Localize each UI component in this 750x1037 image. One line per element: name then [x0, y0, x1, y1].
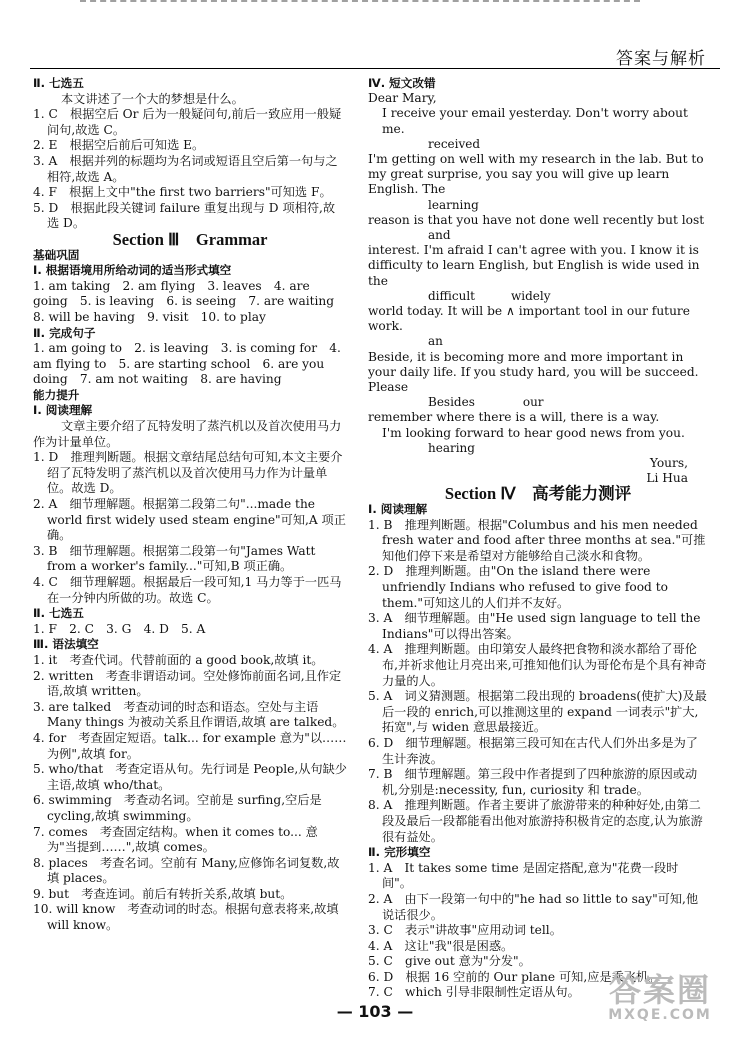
answer-line: 5. C give out 意为"分发"。	[368, 954, 531, 969]
answer-line: 7. comes 考查固定结构。when it comes to... 意为"当提到……",故填 comes。	[33, 824, 318, 855]
letter-text: Li Hua	[646, 471, 688, 486]
answer-line: 4. A 这让"我"很是困惑。	[368, 938, 514, 953]
subsection-heading: Ⅱ. 七选五	[33, 606, 84, 621]
watermark-line1: 答案圈	[608, 971, 711, 1009]
error-correction-letter	[368, 76, 708, 486]
letter-text: reason is that you have not done well recently but lost	[368, 212, 705, 227]
answer-line: 3. B 细节理解题。根据第二段第一句"James Watt from a worker's family..."可知,B 项正确。	[33, 543, 316, 574]
top-decor-bar	[80, 0, 640, 8]
answer-line: 1. C 根据空后 Or 后为一般疑问句,前后一致应用一般疑问句,故选 C。	[33, 107, 342, 137]
header-rule	[30, 68, 720, 69]
letter-text: I'm looking forward to hear good news from you.	[382, 425, 685, 440]
answer-line: 2. A 由下一段第一句中的"he had so little to say"可知,他说话很少。	[368, 891, 699, 922]
answer-line: 6. D 根据 16 空前的 Our plane 可知,应是乘飞机。	[368, 969, 661, 984]
watermark-line2: MXQE.COM	[608, 1007, 712, 1023]
correction-word: Besides our	[428, 395, 544, 410]
left-column	[33, 76, 347, 934]
correction-word: difficult widely	[428, 288, 551, 303]
correction-word: learning	[428, 197, 479, 212]
subsection-heading: Ⅰ. 阅读理解	[33, 403, 93, 418]
subsection-heading: Ⅰ. 阅读理解	[368, 502, 428, 517]
answer-line: 4. for 考查固定短语。talk... for example 意为"以……为例",故填 for。	[33, 730, 347, 761]
answer-line: 3. A 细节理解题。由"He used sign language to tell the Indians"可以得出答案。	[368, 611, 701, 641]
letter-line	[368, 456, 708, 471]
subsection-heading: 能力提升	[33, 387, 80, 402]
answer-line: 1. A It takes some time 是固定搭配,意为"花费一段时间"。	[368, 860, 679, 891]
letter-lines	[368, 91, 708, 486]
answer-line: 1. am taking 2. am flying 3. leaves 4. are going 5. is leaving 6. is seeing 7. are waiting 8. will be having 9. visit 10. to play	[33, 278, 347, 324]
subsection-heading: Ⅰ. 根据语境用所给动词的适当形式填空	[33, 263, 232, 278]
answer-line: 2. A 细节理解题。根据第二段第二句"...made the world first widely used steam engine"可知,A 项正确。	[33, 497, 346, 543]
answer-line: 4. C 细节理解题。根据最后一段可知,1 马力等于一匹马在一分钟内所做的功。故选 C。	[33, 575, 342, 605]
subsection-heading: Ⅱ. 七选五	[33, 76, 84, 90]
correction-word: and	[428, 228, 451, 243]
answer-line: 5. A 词义猜测题。根据第二段出现的 broadens(使扩大)及最后一段的 enrich,可以推测这里的 expand 一词表示"扩大,拓宽",与 widen 意思最接近。	[368, 689, 707, 735]
answer-line: 4. A 推理判断题。由印第安人最终把食物和淡水都给了哥伦布,并祈求他让月亮出来,可推知他们认为哥伦布是个具有神奇力量的人。	[368, 642, 707, 688]
subsection-heading: Ⅱ. 完形填空	[368, 845, 431, 860]
page-number: — 103 —	[336, 1002, 414, 1021]
answer-line: 9. but 考查连词。前后有转折关系,故填 but。	[33, 886, 293, 901]
letter-line	[368, 91, 708, 106]
answer-line: 7. C which 引导非限制性定语从句。	[368, 985, 580, 1000]
section-heading: Section Ⅳ 高考能力测评	[444, 484, 632, 504]
letter-line	[368, 152, 708, 198]
letter-line	[368, 410, 708, 425]
answer-line: 5. D 根据此段关键词 failure 重复出现与 D 项相符,故选 D。	[33, 200, 336, 231]
right-answers	[368, 486, 708, 1001]
letter-text: Yours,	[649, 456, 688, 471]
answer-line: 7. B 细节理解题。第三段中作者提到了四种旅游的原因或动机,分别是:necessity, fun, curiosity 和 trade。	[368, 767, 698, 797]
right-column	[368, 76, 708, 1001]
correction-word: received	[428, 136, 481, 151]
letter-line	[368, 106, 708, 136]
letter-line	[368, 213, 708, 228]
letter-line	[368, 304, 708, 334]
letter-text: I receive your email yesterday. Don't worry about me.	[382, 106, 688, 136]
answer-line: 8. places 考查名词。空前有 Many,应修饰名词复数,故填 places。	[33, 855, 340, 886]
letter-line	[368, 350, 708, 396]
letter-text: Dear Mary,	[368, 91, 437, 106]
answer-line: 8. A 推理判断题。作者主要讲了旅游带来的种种好处,由第二段及最后一段都能看出他对旅游持积极肯定的态度,认为旅游很有益处。	[368, 798, 703, 844]
answer-line: 1. D 推理判断题。根据文章结尾总结句可知,本文主要介绍了瓦特发明了蒸汽机以及首次使用马力作为计量单位。故选 D。	[33, 450, 343, 496]
letter-line	[368, 426, 708, 441]
answer-line: 1. F 2. C 3. G 4. D 5. A	[33, 621, 206, 636]
letter-text: interest. I'm afraid I can't agree with you. I know it is difficulty to learn English, but English is wide used in the	[368, 243, 700, 288]
subsection-heading: 基础巩固	[33, 247, 80, 262]
section-heading: Section Ⅲ Grammar	[112, 229, 268, 249]
subsection-heading: Ⅱ. 完成句子	[33, 325, 96, 340]
answer-line: 本文讲述了一个大的梦想是什么。	[61, 91, 244, 106]
letter-text: world today. It will be ∧ important tool in our future work.	[368, 304, 690, 334]
letter-text: I'm getting on well with my research in the lab. But to my great surprise, you say you will give up learn English. The	[368, 152, 704, 197]
subsection-heading: Ⅲ. 语法填空	[33, 637, 99, 652]
watermark-logo	[590, 973, 730, 1029]
letter-line	[368, 243, 708, 289]
answer-line: 4. F 根据上文中"the first two barriers"可知选 F。	[33, 185, 332, 200]
answer-line: 3. are talked 考查动词的时态和语态。空处与主语 Many things 为被动关系且作谓语,故填 are talked。	[33, 699, 345, 730]
answer-line: 1. B 推理判断题。根据"Columbus and his men needed fresh water and food after three months at sea."可推知他们停下来是希望对方能够给自己淡水和食物。	[368, 517, 706, 563]
answer-line: 2. written 考查非谓语动词。空处修饰前面名词,且作定语,故填 written。	[33, 668, 342, 699]
answer-line: 3. C 表示"讲故事"应用动词 tell。	[368, 923, 562, 938]
answer-line: 10. will know 考查动词的时态。根据句意表将来,故填 will know。	[33, 902, 339, 933]
answer-line: 6. swimming 考查动名词。空前是 surfing,空后是 cycling,故填 swimming。	[33, 793, 322, 823]
correction-word: hearing	[428, 440, 475, 455]
answer-line: 文章主要介绍了瓦特发明了蒸汽机以及首次使用马力作为计量单位。	[33, 419, 342, 449]
answer-line: 2. E 根据空后前后可知选 E。	[33, 138, 205, 153]
correction-word: an	[428, 334, 443, 349]
answer-line: 6. D 细节理解题。根据第三段可知在古代人们外出多是为了生计奔波。	[368, 735, 698, 766]
answer-line: 5. who/that 考查定语从句。先行词是 People,从句缺少主语,故填 who/that。	[33, 762, 347, 792]
letter-text: Beside, it is becoming more and more important in your daily life. If you study hard, you will be succeed. Please	[368, 349, 699, 395]
answer-line: 1. it 考查代词。代替前面的 a good book,故填 it。	[33, 652, 324, 667]
answer-line: 3. A 根据并列的标题均为名词或短语且空后第一句与之相符,故选 A。	[33, 153, 338, 184]
header-title: 答案与解析	[616, 49, 706, 69]
answer-line: 2. D 推理判断题。由"On the island there were unfriendly Indians who refused to give food to them."可知这儿的人们并不友好。	[368, 564, 668, 610]
letter-text: remember where there is a will, there is a way.	[368, 410, 660, 425]
answer-line: 1. am going to 2. is leaving 3. is coming for 4. am flying to 5. are starting school 6. are you doing 7. am not waiting 8. are having	[33, 341, 341, 387]
letter-heading: Ⅳ. 短文改错	[368, 76, 436, 90]
